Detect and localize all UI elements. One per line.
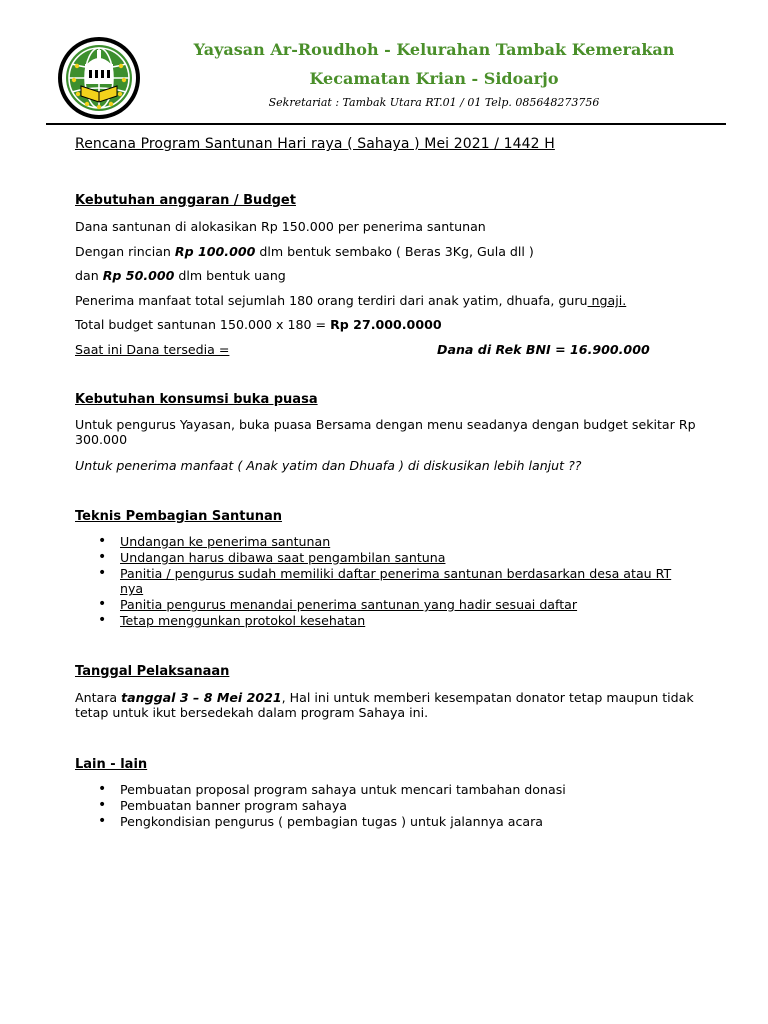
budget-line: Dana santunan di alokasikan Rp 150.000 per penerima santunan: [75, 219, 486, 234]
budget-line: Penerima manfaat total sejumlah 180 orang terdiri dari anak yatim, dhuafa, guru ngaji.: [75, 293, 627, 308]
teknis-list: [75, 534, 715, 629]
budget-total-line: Total budget santunan 150.000 x 180 = Rp 27.000.0000: [75, 317, 442, 332]
org-location-line: Kecamatan Krian - Sidoarjo: [309, 69, 559, 88]
list-item: • Pengkondisian pengurus ( pembagian tugas ) untuk jalannya acara: [75, 814, 715, 830]
budget-line: dan Rp 50.000 dlm bentuk uang: [75, 268, 286, 283]
list-item: • Panitia / pengurus sudah memiliki daftar penerima santunan berdasarkan desa atau RT nya: [75, 566, 715, 598]
section-heading-teknis: Teknis Pembagian Santunan: [75, 509, 283, 524]
budget-available-line: Saat ini Dana tersedia =: [75, 342, 230, 357]
tanggal-text: Antara tanggal 3 – 8 Mei 2021, Hal ini untuk memberi kesempatan donator tetap maupun tidak tetap untuk ikut bersedekah dalam program Sahaya ini.: [75, 690, 694, 720]
letterhead-divider: [46, 123, 726, 125]
budget-line: Dengan rincian Rp 100.000 dlm bentuk sembako ( Beras 3Kg, Gula dll ): [75, 244, 534, 259]
lain-list: [75, 782, 715, 829]
section-heading-konsumsi: Kebutuhan konsumsi buka puasa: [75, 392, 318, 407]
org-address: Sekretariat : Tambak Utara RT.01 / 01 Telp. 085648273756: [268, 96, 600, 109]
section-heading-tanggal: Tanggal Pelaksanaan: [75, 664, 230, 679]
org-name-line: Yayasan Ar-Roudhoh - Kelurahan Tambak Kemerakan: [193, 40, 675, 59]
letterhead: [0, 0, 768, 125]
bank-balance: Dana di Rek BNI = 16.900.000: [437, 342, 650, 357]
list-item: • Panitia pengurus menandai penerima santunan yang hadir sesuai daftar: [75, 597, 715, 613]
section-heading-budget: Kebutuhan anggaran / Budget: [75, 193, 296, 208]
document-title: Rencana Program Santunan Hari raya ( Sahaya ) Mei 2021 / 1442 H: [75, 136, 555, 152]
list-item: • Undangan harus dibawa saat pengambilan santuna: [75, 550, 715, 566]
foundation-globe-emblem-icon: [57, 36, 141, 120]
list-item: • Pembuatan proposal program sahaya untuk mencari tambahan donasi: [75, 782, 715, 798]
konsumsi-line: Untuk pengurus Yayasan, buka puasa Bersama dengan menu seadanya dengan budget sekitar Rp 300.000: [75, 417, 696, 447]
list-item: • Tetap menggunkan protokol kesehatan: [75, 613, 715, 629]
list-item: • Pembuatan banner program sahaya: [75, 798, 715, 814]
list-item: • Undangan ke penerima santunan: [75, 534, 715, 550]
konsumsi-note: Untuk penerima manfaat ( Anak yatim dan Dhuafa ) di diskusikan lebih lanjut ??: [75, 458, 582, 473]
section-heading-lain: Lain - lain: [75, 757, 148, 772]
